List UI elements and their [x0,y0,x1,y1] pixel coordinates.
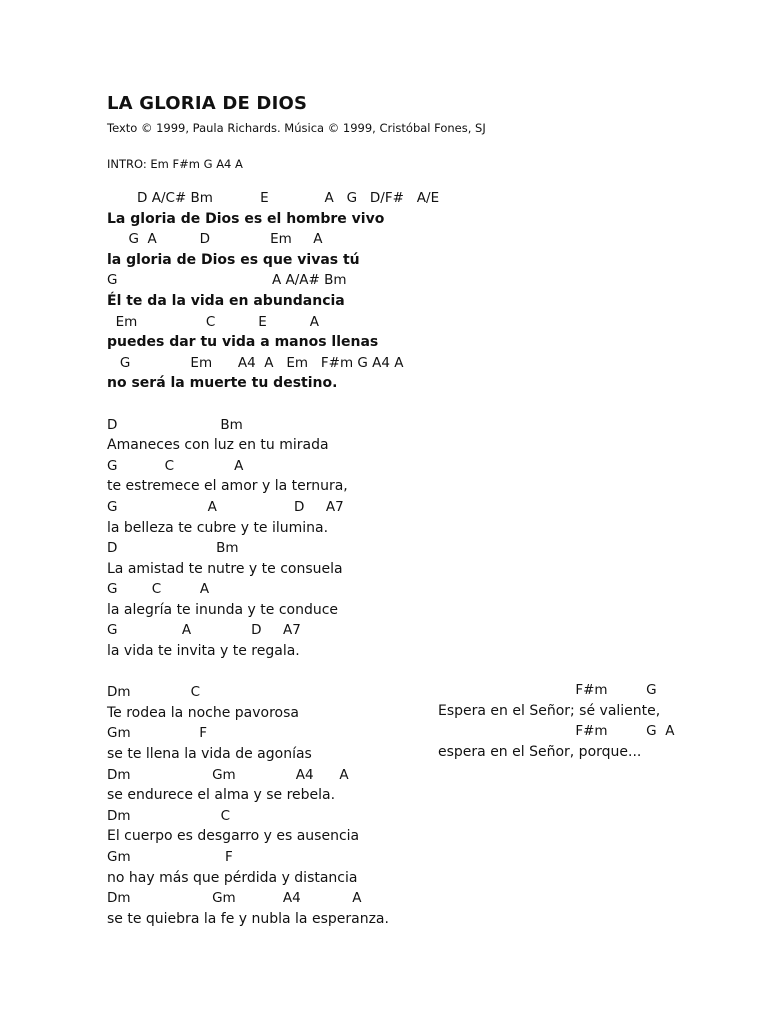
lyric-line: puedes dar tu vida a manos llenas [107,334,379,351]
lyric-line: no será la muerte tu destino. [107,375,338,392]
lyric-line: te estremece el amor y la ternura, [107,478,348,495]
chord-line: Dm Gm A4 A [107,890,362,907]
chord-line: G A D A7 [107,622,301,639]
chord-line: G A A/A# Bm [107,272,347,289]
song-title: LA GLORIA DE DIOS [107,93,308,114]
lyrics-column-left [107,188,439,929]
lyric-line: La gloria de Dios es el hombre vivo [107,210,385,227]
chord-line: Dm C [107,807,231,824]
chord-line: F#m G A [438,723,675,740]
lyric-line: la belleza te cubre y te ilumina. [107,519,329,536]
chord-line: Gm F [107,725,208,742]
lyric-line: se endurece el alma y se rebela. [107,787,336,804]
lyrics-column-right [438,680,674,762]
chord-line: G Em A4 A Em F#m G A4 A [107,354,404,371]
song-intro: INTRO: Em F#m G A4 A [107,157,243,171]
lyric-line: Él te da la vida en abundancia [107,292,345,309]
blank-line [107,662,439,683]
lyric-line: Amaneces con luz en tu mirada [107,437,329,454]
chord-line: Dm Gm A4 A [107,766,349,783]
lyric-line: Espera en el Señor; sé valiente, [438,702,661,719]
chord-line: Dm C [107,684,201,701]
chord-line: D Bm [107,416,243,433]
chord-line: G C A [107,581,210,598]
lyric-line: la gloria de Dios es que vivas tú [107,251,360,268]
chord-line: G A D A7 [107,498,344,515]
chord-line: G A D Em A [107,231,323,248]
lyric-line: se te llena la vida de agonías [107,746,312,763]
lyric-line: La amistad te nutre y te consuela [107,560,343,577]
chord-line: D Bm [107,540,239,557]
lyric-line: se te quiebra la fe y nubla la esperanza. [107,910,389,927]
lyric-line: Te rodea la noche pavorosa [107,704,299,721]
chord-line: D A/C# Bm E A G D/F# A/E [107,190,440,206]
lyric-line: El cuerpo es desgarro y es ausencia [107,828,360,845]
lyric-line: la vida te invita y te regala. [107,643,300,660]
song-credits: Texto © 1999, Paula Richards. Música © 1999, Cristóbal Fones, SJ [107,121,486,135]
chord-line: Em C E A [107,313,319,330]
chord-line: Gm F [107,849,233,865]
chord-line: F#m G [438,682,657,698]
blank-line [107,394,439,415]
lyric-line: no hay más que pérdida y distancia [107,869,358,886]
chord-line: G C A [107,457,244,474]
lyric-line: espera en el Señor, porque... [438,743,642,760]
lyric-line: la alegría te inunda y te conduce [107,601,339,618]
